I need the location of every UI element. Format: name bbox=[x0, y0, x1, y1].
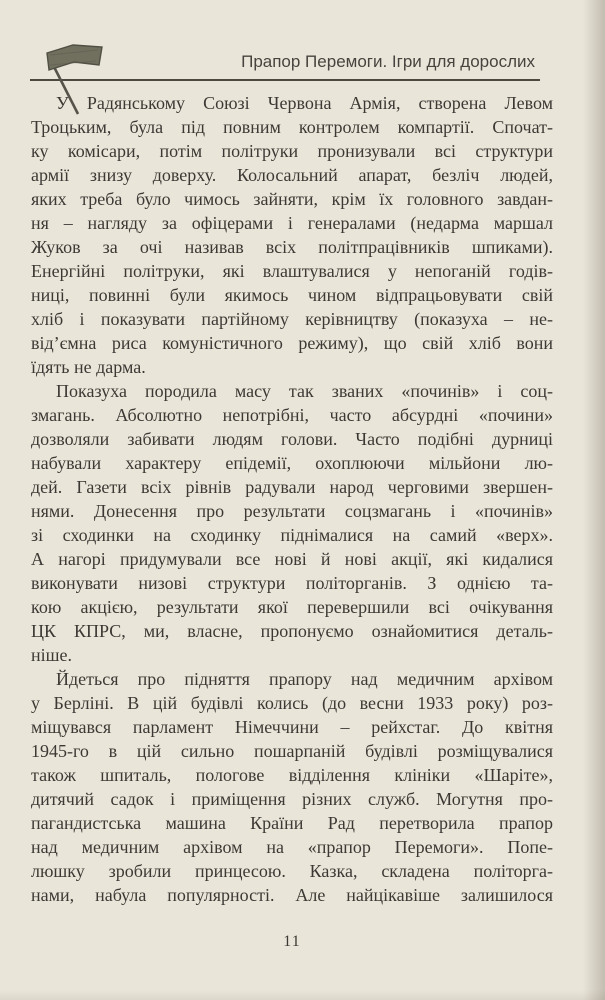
scan-bottom-shadow bbox=[0, 990, 605, 1000]
text-line: ня – нагляду за офіцерами і генералами (недарма маршал bbox=[31, 213, 553, 233]
text-line: яких треба було чимось зайняти, крім їх головного завдан- bbox=[31, 189, 553, 209]
text-line: дей. Газети всіх рівнів радували народ черговими звершен- bbox=[31, 477, 553, 497]
text-line: змагань. Абсолютно непотрібні, часто абсурдні «почини» bbox=[31, 405, 553, 425]
text-line: дозволяли забивати людям голови. Часто подібні дурниці bbox=[31, 429, 553, 449]
text-line: набували характеру епідемії, охоплюючи мільйони лю- bbox=[31, 453, 553, 473]
text-line: Троцьким, була під повним контролем компартії. Спочат- bbox=[31, 117, 553, 137]
text-line: виконувати низові структури політорганів. З однією та- bbox=[31, 573, 553, 593]
text-line: люшку зробили принцесою. Казка, складена політорга- bbox=[31, 861, 553, 881]
text-line: У Радянському Союзі Червона Армія, створена Левом bbox=[56, 93, 553, 113]
scan-edge-shadow bbox=[583, 0, 605, 1000]
text-line: Показуха породила масу так званих «починів» і соц- bbox=[56, 381, 553, 401]
text-line: міщувався парламент Німеччини – рейхстаг. До квітня bbox=[31, 717, 553, 737]
text-line: кою акцією, результати якої перевершили всі очікування bbox=[31, 597, 553, 617]
page-footer bbox=[31, 933, 553, 951]
text-line: Жуков за очі називав всіх політпрацівників шпиками). bbox=[31, 237, 553, 257]
text-line: Йдеться про підняття прапору над медичним архівом bbox=[56, 669, 553, 689]
text-line: нами, набула популярності. Але найцікавіше залишилося bbox=[31, 885, 553, 905]
text-line: у Берліні. В цій будівлі колись (до весни 1933 року) роз- bbox=[31, 693, 553, 713]
text-line: від’ємна риса комуністичного режиму), що свій хліб вони bbox=[31, 333, 553, 353]
text-line: ниці, повинні були якимось чином відпрацьовувати свій bbox=[31, 285, 553, 305]
text-line: армії знизу доверху. Колосальний апарат, безліч людей, bbox=[31, 165, 553, 185]
text-line: А нагорі придумували все нові й нові акції, які кидалися bbox=[31, 549, 553, 569]
text-line: зі сходинки на сходинку піднімалися на самий «верх». bbox=[31, 525, 553, 545]
text-line: ЦК КПРС, ми, власне, пропонуємо ознайомитися деталь- bbox=[31, 621, 553, 641]
text-line: Енергійні політруки, які влаштувалися у непоганій годів- bbox=[31, 261, 553, 281]
text-line: також шпиталь, пологове відділення клініки «Шаріте», bbox=[31, 765, 553, 785]
text-line: нями. Донесення про результати соцзмагань і «починів» bbox=[31, 501, 553, 521]
text-line: ніше. bbox=[31, 645, 72, 665]
text-line: 1945-го в цій сильно пошарпаній будівлі розміщувалися bbox=[31, 741, 553, 761]
flag-icon bbox=[38, 40, 110, 116]
body-text bbox=[31, 81, 553, 907]
text-line: ку комісари, потім політруки пронизували всі структури bbox=[31, 141, 553, 161]
text-line: хліб і показувати партійному керівництву (показуха – не- bbox=[31, 309, 553, 329]
page-number: 11 bbox=[283, 933, 301, 950]
text-line: дитячий садок і приміщення різних служб. Могутня про- bbox=[31, 789, 553, 809]
text-line: пагандистська машина Країни Рад перетворила прапор bbox=[31, 813, 553, 833]
text-line: над медичним архівом на «прапор Перемоги». Попе- bbox=[31, 837, 553, 857]
text-line: їдять не дарма. bbox=[31, 357, 146, 377]
running-title: Прапор Перемоги. Ігри для дорослих bbox=[241, 52, 535, 71]
